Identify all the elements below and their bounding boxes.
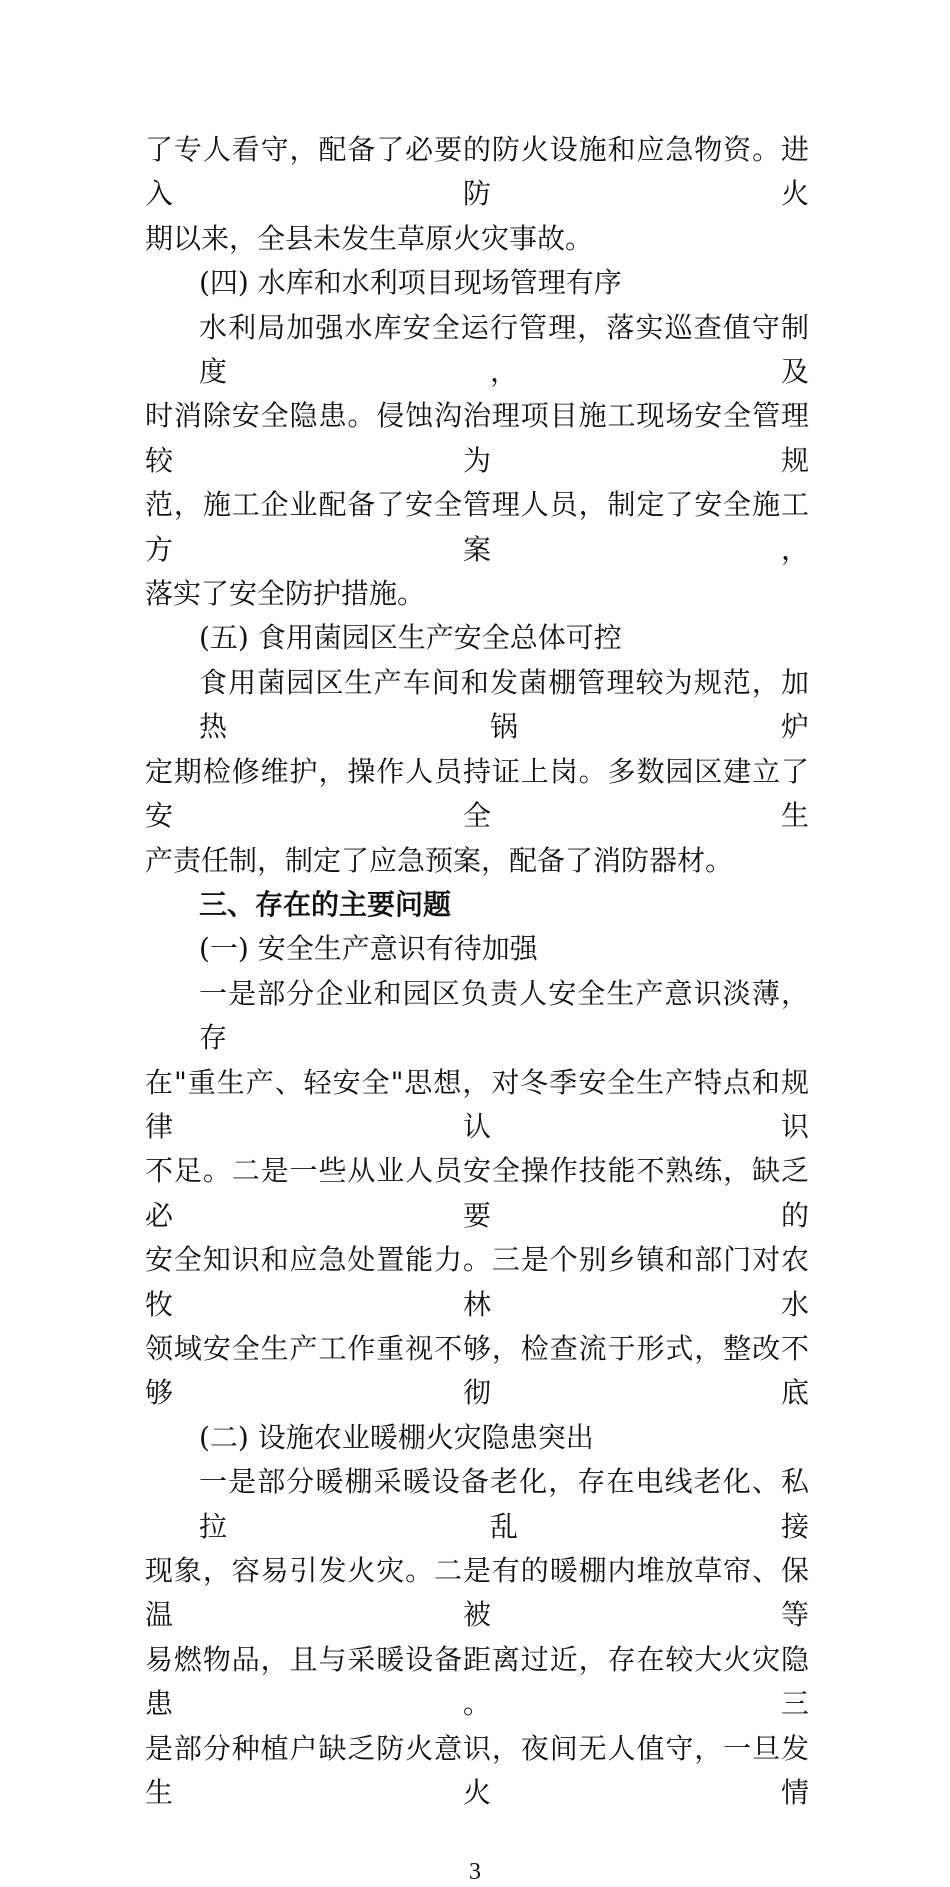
paragraph-line: 易燃物品，且与采暖设备距离过近，存在较大火灾隐患。三 <box>145 1642 809 1721</box>
body-text <box>145 128 809 1815</box>
paragraph-line: 落实了安全防护措施。 <box>145 577 426 611</box>
paragraph-line: 一是部分企业和园区负责人安全生产意识淡薄，存 <box>199 976 809 1055</box>
paragraph-line: 在"重生产、轻安全"思想，对冬季安全生产特点和规律认识 <box>145 1065 809 1143</box>
section-heading: (四) 水库和水利项目现场管理有序 <box>199 266 622 300</box>
paragraph-line: 领域安全生产工作重视不够，检查流于形式，整改不够彻底 <box>145 1331 809 1410</box>
section-heading: (一) 安全生产意识有待加强 <box>199 932 538 966</box>
chapter-heading: 三、存在的主要问题 <box>199 887 452 921</box>
section-heading: (五) 食用菌园区生产安全总体可控 <box>199 621 622 655</box>
paragraph-line: 现象，容易引发火灾。二是有的暖棚内堆放草帘、保温被等 <box>145 1554 809 1632</box>
paragraph-line: 不足。二是一些从业人员安全操作技能不熟练，缺乏必要的 <box>145 1154 809 1232</box>
paragraph-line: 产责任制，制定了应急预案，配备了消防器材。 <box>145 843 734 877</box>
paragraph-line: 水利局加强水库安全运行管理，落实巡查值守制度，及 <box>199 310 809 389</box>
page-number: 3 <box>469 1859 481 1886</box>
paragraph-line: 时消除安全隐患。侵蚀沟治理项目施工现场安全管理较为规 <box>145 399 809 477</box>
paragraph-line: 食用菌园区生产车间和发菌棚管理较为规范，加热锅炉 <box>199 665 809 744</box>
paragraph-line: 安全知识和应急处置能力。三是个别乡镇和部门对农牧林水 <box>145 1243 809 1321</box>
section-heading: (二) 设施农业暖棚火灾隐患突出 <box>199 1420 594 1454</box>
paragraph-line: 一是部分暖棚采暖设备老化，存在电线老化、私拉乱接 <box>199 1465 809 1543</box>
paragraph-line: 了专人看守，配备了必要的防火设施和应急物资。进入防火 <box>145 133 809 211</box>
paragraph-line: 是部分种植户缺乏防火意识，夜间无人值守，一旦发生火情 <box>145 1731 809 1810</box>
paragraph-line: 期以来，全县未发生草原火灾事故。 <box>145 221 594 255</box>
paragraph-line: 范，施工企业配备了安全管理人员，制定了安全施工方案， <box>145 488 809 566</box>
paragraph-line: 定期检修维护，操作人员持证上岗。多数园区建立了安全生 <box>145 754 809 833</box>
